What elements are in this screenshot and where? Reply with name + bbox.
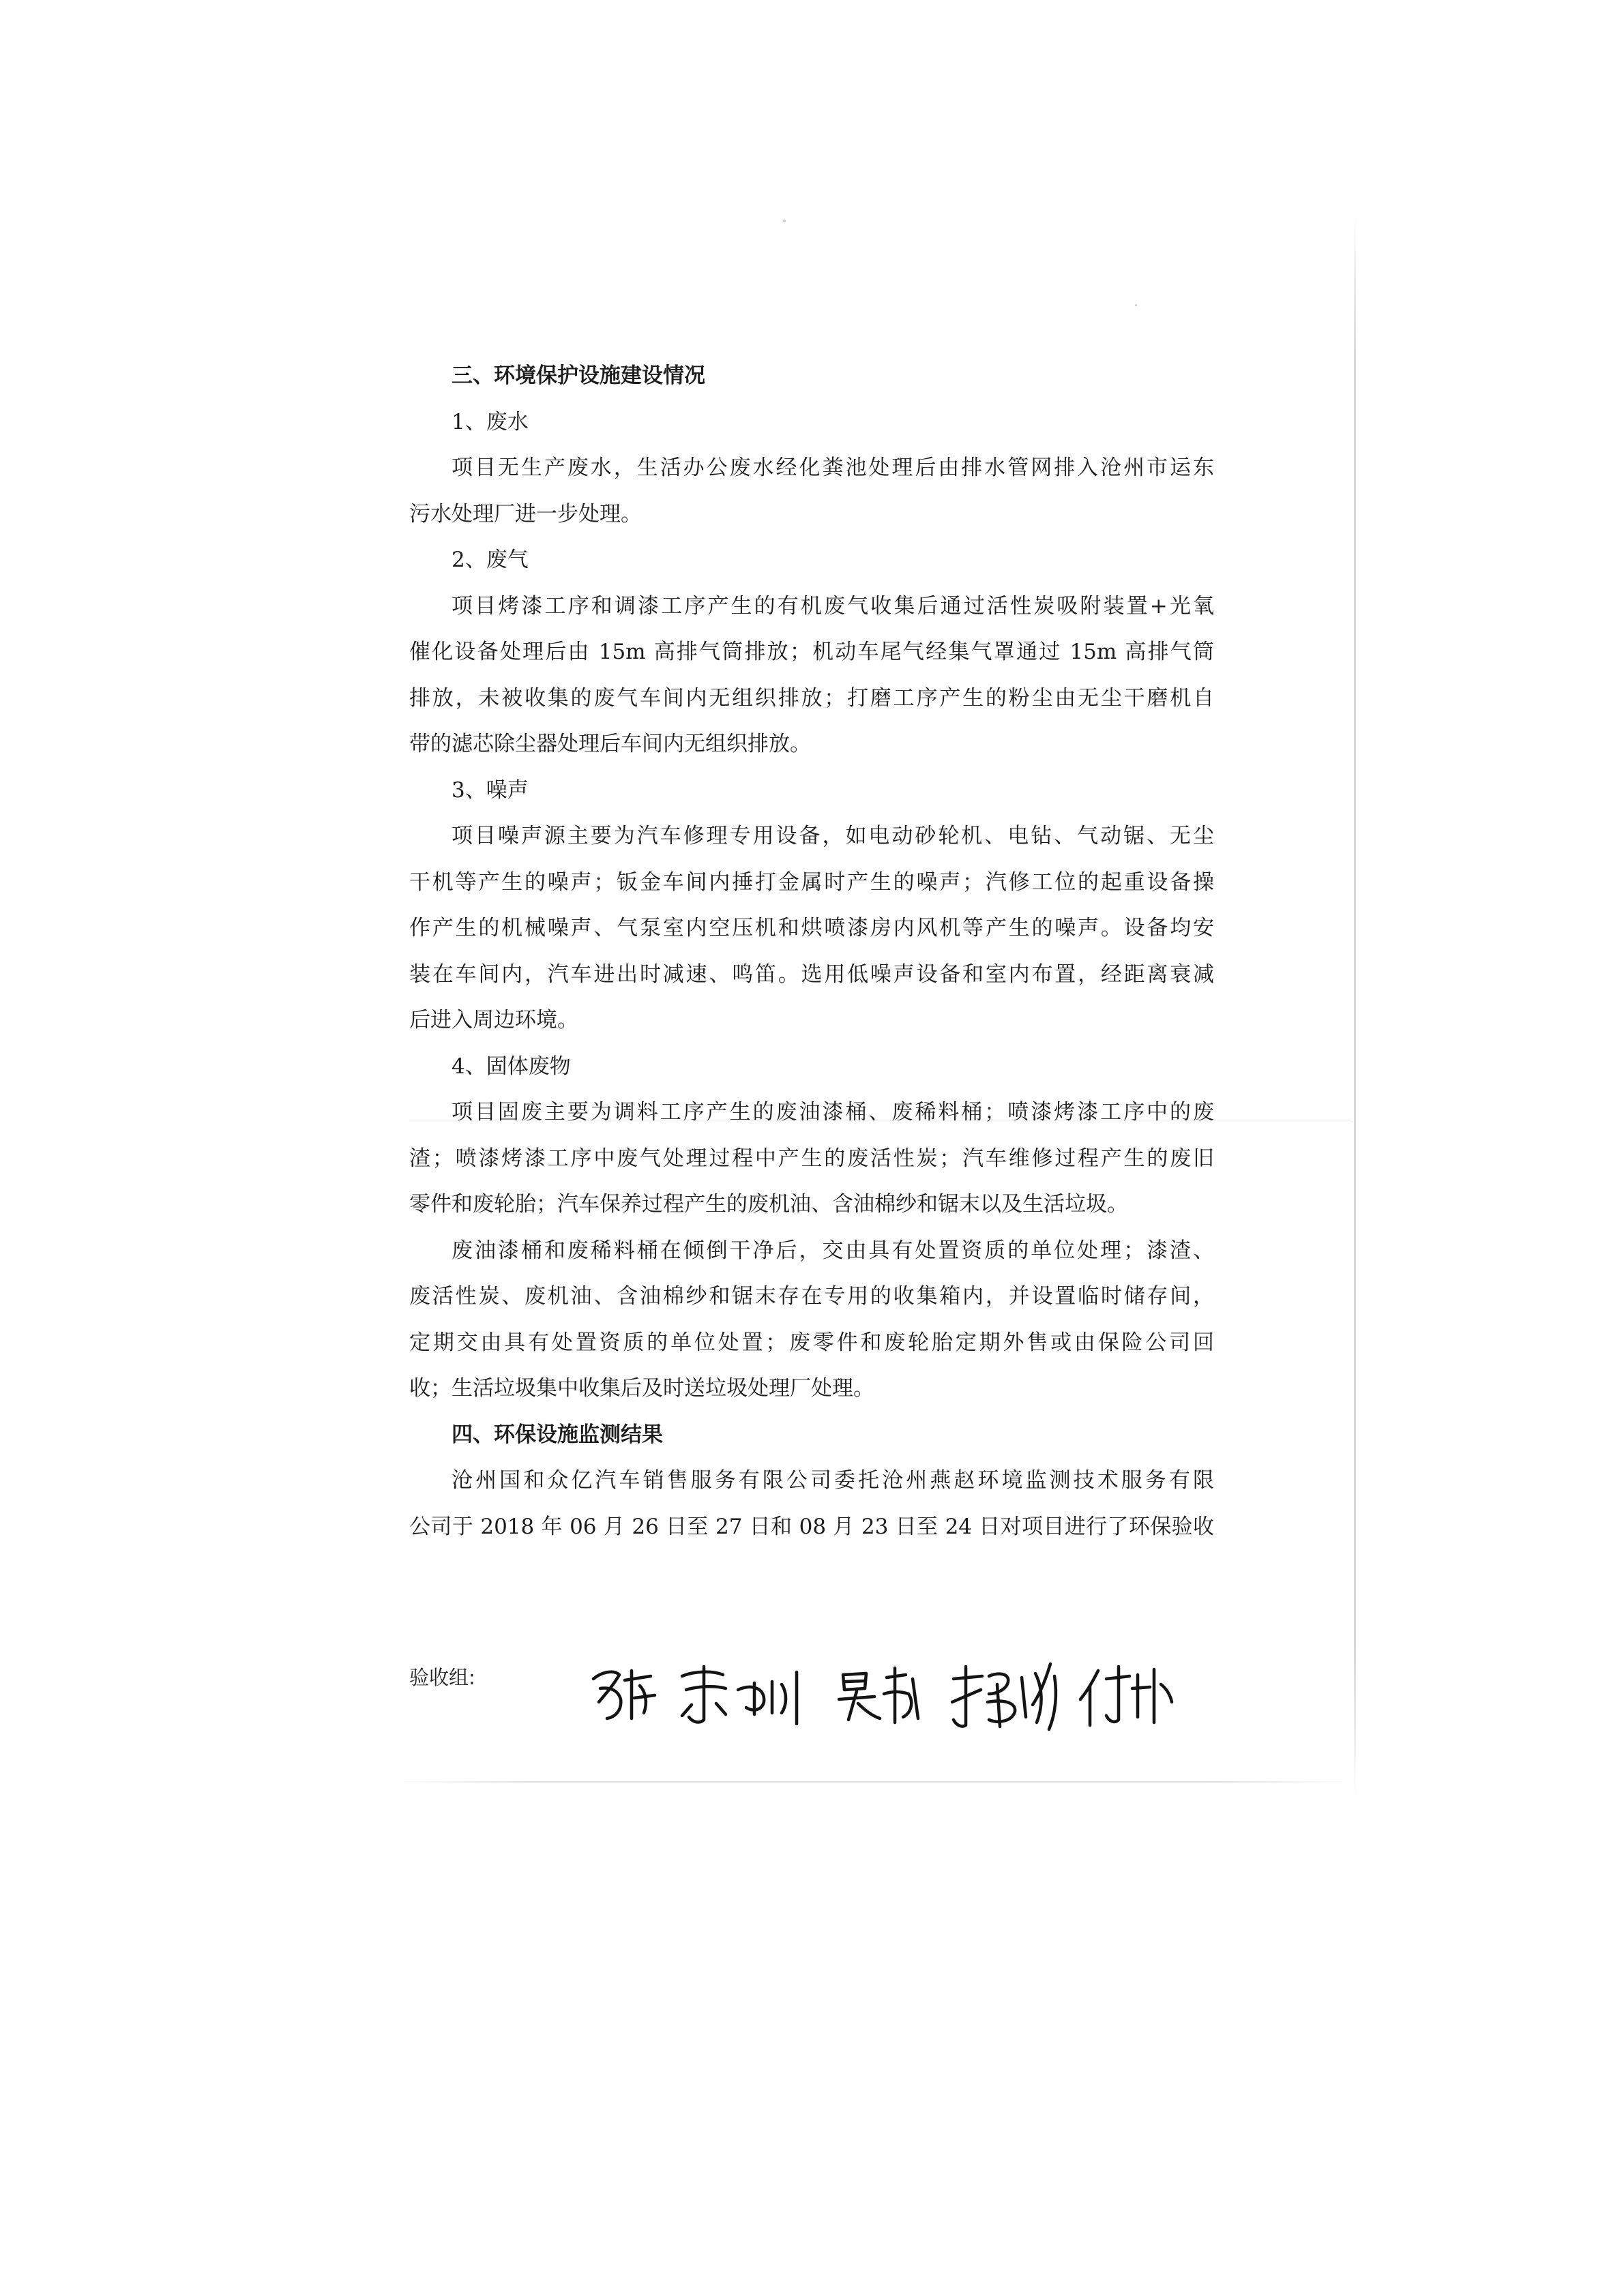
paragraph-line: 项目固废主要为调料工序产生的废油漆桶、废稀料桶；喷漆烤漆工序中的废 <box>452 1100 1214 1124</box>
subsection-heading: 3、噪声 <box>452 777 529 803</box>
paragraph-line: 零件和废轮胎；汽车保养过程产生的废机油、含油棉纱和锯末以及生活垃圾。 <box>409 1192 1128 1217</box>
signature-row <box>409 1637 1214 1739</box>
paragraph-line: 废活性炭、废机油、含油棉纱和锯末存在专用的收集箱内，并设置临时储存间， <box>409 1284 1214 1309</box>
paragraph-line: 作产生的机械噪声、气泵室内空压机和烘喷漆房内风机等产生的噪声。设备均安 <box>409 916 1214 940</box>
handwritten-signatures <box>580 1637 1262 1739</box>
subsection-heading: 1、废水 <box>452 409 529 434</box>
scan-edge-bottom <box>396 1781 1350 1783</box>
paragraph-line: 干机等产生的噪声；钣金车间内捶打金属时产生的噪声；汽修工位的起重设备操 <box>409 869 1214 895</box>
paragraph-line: 项目烤漆工序和调漆工序产生的有机废气收集后通过活性炭吸附装置+光氧 <box>452 593 1214 618</box>
signature-1 <box>593 1671 655 1718</box>
subsection-heading: 2、废气 <box>452 548 529 572</box>
paragraph-line: 公司于 2018 年 06 月 26 日至 27 日和 08 月 23 日至 24 日对项目进行了环保验收 <box>409 1514 1214 1539</box>
paragraph-line: 装在车间内，汽车进出时减速、鸣笛。选用低噪声设备和室内布置，经距离衰减 <box>409 961 1214 987</box>
paragraph-line: 渣；喷漆烤漆工序中废气处理过程中产生的废活性炭；汽车维修过程产生的废旧 <box>409 1146 1214 1171</box>
paragraph-line: 排放，未被收集的废气车间内无组织排放；打磨工序产生的粉尘由无尘干磨机自 <box>409 685 1214 711</box>
signature-4 <box>952 1664 1056 1729</box>
scan-speck <box>1135 304 1137 306</box>
paragraph-line: 带的滤芯除尘器处理后车间内无组织排放。 <box>409 732 811 756</box>
signature-3 <box>839 1668 918 1723</box>
paragraph-line: 污水处理厂进一步处理。 <box>409 501 642 526</box>
paragraph-line: 废油漆桶和废稀料桶在倾倒干净后，交由具有处置资质的单位处理；漆渣、 <box>452 1238 1214 1263</box>
signature-5 <box>1080 1667 1172 1725</box>
paragraph-line: 后进入周边环境。 <box>409 1008 578 1032</box>
paragraph-line: 项目噪声源主要为汽车修理专用设备，如电动砂轮机、电钻、气动锯、无尘 <box>452 824 1214 848</box>
section-heading: 三、环境保护设施建设情况 <box>452 363 705 388</box>
signature-2 <box>682 1667 797 1724</box>
scan-edge-right <box>1354 211 1356 1800</box>
signature-label: 验收组: <box>409 1666 475 1689</box>
paragraph-line: 项目无生产废水，生活办公废水经化粪池处理后由排水管网排入沧州市运东 <box>452 456 1214 480</box>
scan-speck <box>783 220 786 222</box>
section-heading: 四、环保设施监测结果 <box>452 1422 663 1447</box>
paragraph-line: 催化设备处理后由 15m 高排气筒排放；机动车尾气经集气罩通过 15m 高排气筒 <box>409 640 1214 664</box>
paragraph-line: 收；生活垃圾集中收集后及时送垃圾处理厂处理。 <box>409 1376 874 1401</box>
subsection-heading: 4、固体废物 <box>452 1054 571 1079</box>
paragraph-line: 定期交由具有处置资质的单位处置；废零件和废轮胎定期外售或由保险公司回 <box>409 1330 1214 1355</box>
paragraph-line: 沧州国和众亿汽车销售服务有限公司委托沧州燕赵环境监测技术服务有限 <box>452 1468 1214 1493</box>
document-body <box>409 353 1214 1550</box>
